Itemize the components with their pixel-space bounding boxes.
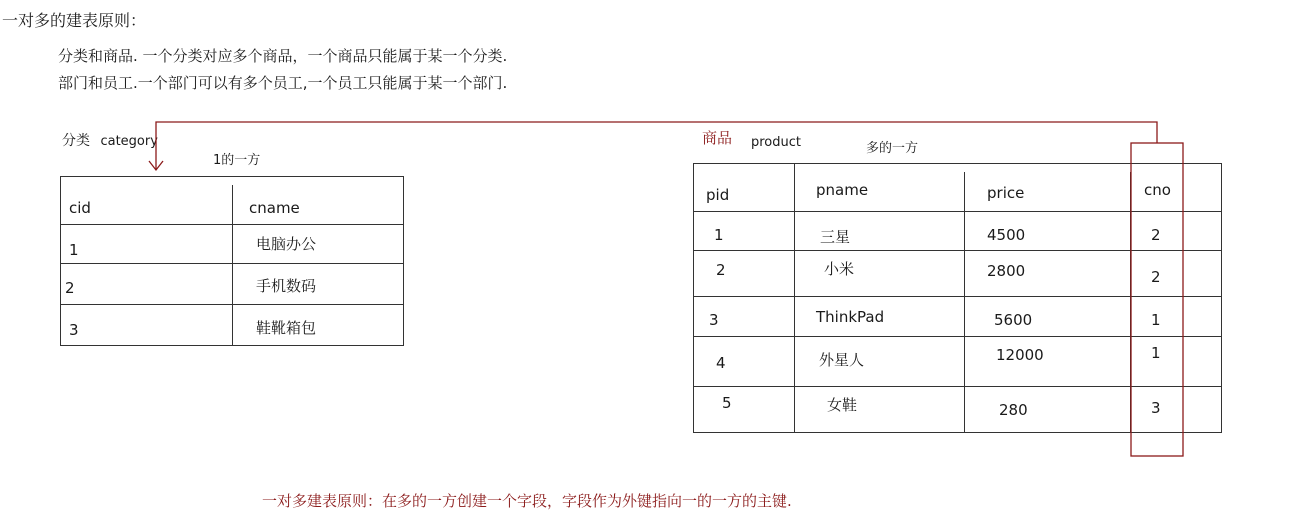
- cell-cno: 1: [1151, 311, 1161, 329]
- category-label-en: category: [100, 134, 158, 149]
- cell-cno: 1: [1151, 344, 1161, 362]
- category-label-cn: 分类: [62, 133, 90, 149]
- cell-cno: 3: [1151, 399, 1161, 417]
- header-cid: cid: [69, 199, 91, 217]
- foreign-key-arrow-line: [156, 122, 1157, 170]
- product-label-cn: 商品: [702, 129, 733, 147]
- cno-column-highlight: [1131, 143, 1183, 456]
- cell-cno: 2: [1151, 268, 1161, 286]
- cell-pname: ThinkPad: [816, 308, 885, 326]
- cell-price: 280: [999, 401, 1028, 419]
- page-heading: 一对多的建表原则：: [2, 11, 147, 30]
- cell-cid: 3: [69, 321, 79, 339]
- cell-pname: 小米: [824, 260, 855, 278]
- category-side-label: 1的一方: [213, 153, 261, 168]
- cell-pid: 2: [716, 261, 726, 279]
- product-label-en: product: [751, 135, 802, 150]
- cell-cno: 2: [1151, 226, 1161, 244]
- cell-cname: 鞋靴箱包: [256, 319, 317, 337]
- cell-cname: 手机数码: [256, 277, 317, 295]
- cell-pname: 外星人: [819, 351, 865, 369]
- cell-price: 12000: [996, 346, 1044, 364]
- header-cno: cno: [1144, 181, 1171, 199]
- cell-pid: 4: [716, 354, 726, 372]
- header-pid: pid: [706, 186, 730, 204]
- product-side-label: 多的一方: [866, 141, 919, 156]
- cell-price: 4500: [987, 226, 1026, 244]
- header-pname: pname: [816, 181, 869, 199]
- header-cname: cname: [249, 199, 300, 217]
- cell-pid: 1: [714, 226, 724, 244]
- cell-price: 5600: [994, 311, 1033, 329]
- cell-pname: 三星: [820, 228, 851, 246]
- cell-cname: 电脑办公: [256, 235, 317, 253]
- cell-pid: 3: [709, 311, 719, 329]
- header-price: price: [987, 184, 1025, 202]
- cell-pid: 5: [722, 394, 732, 412]
- cell-cid: 1: [69, 241, 79, 259]
- cell-pname: 女鞋: [827, 396, 858, 414]
- cell-price: 2800: [987, 262, 1026, 280]
- example-line-category: 分类和商品. 一个分类对应多个商品，一个商品只能属于某一个分类.: [58, 47, 508, 65]
- example-line-department: 部门和员工.一个部门可以有多个员工,一个员工只能属于某一个部门.: [58, 74, 508, 92]
- rule-footer: 一对多建表原则：在多的一方创建一个字段，字段作为外键指向一的一方的主键.: [262, 492, 792, 510]
- cell-cid: 2: [65, 279, 75, 297]
